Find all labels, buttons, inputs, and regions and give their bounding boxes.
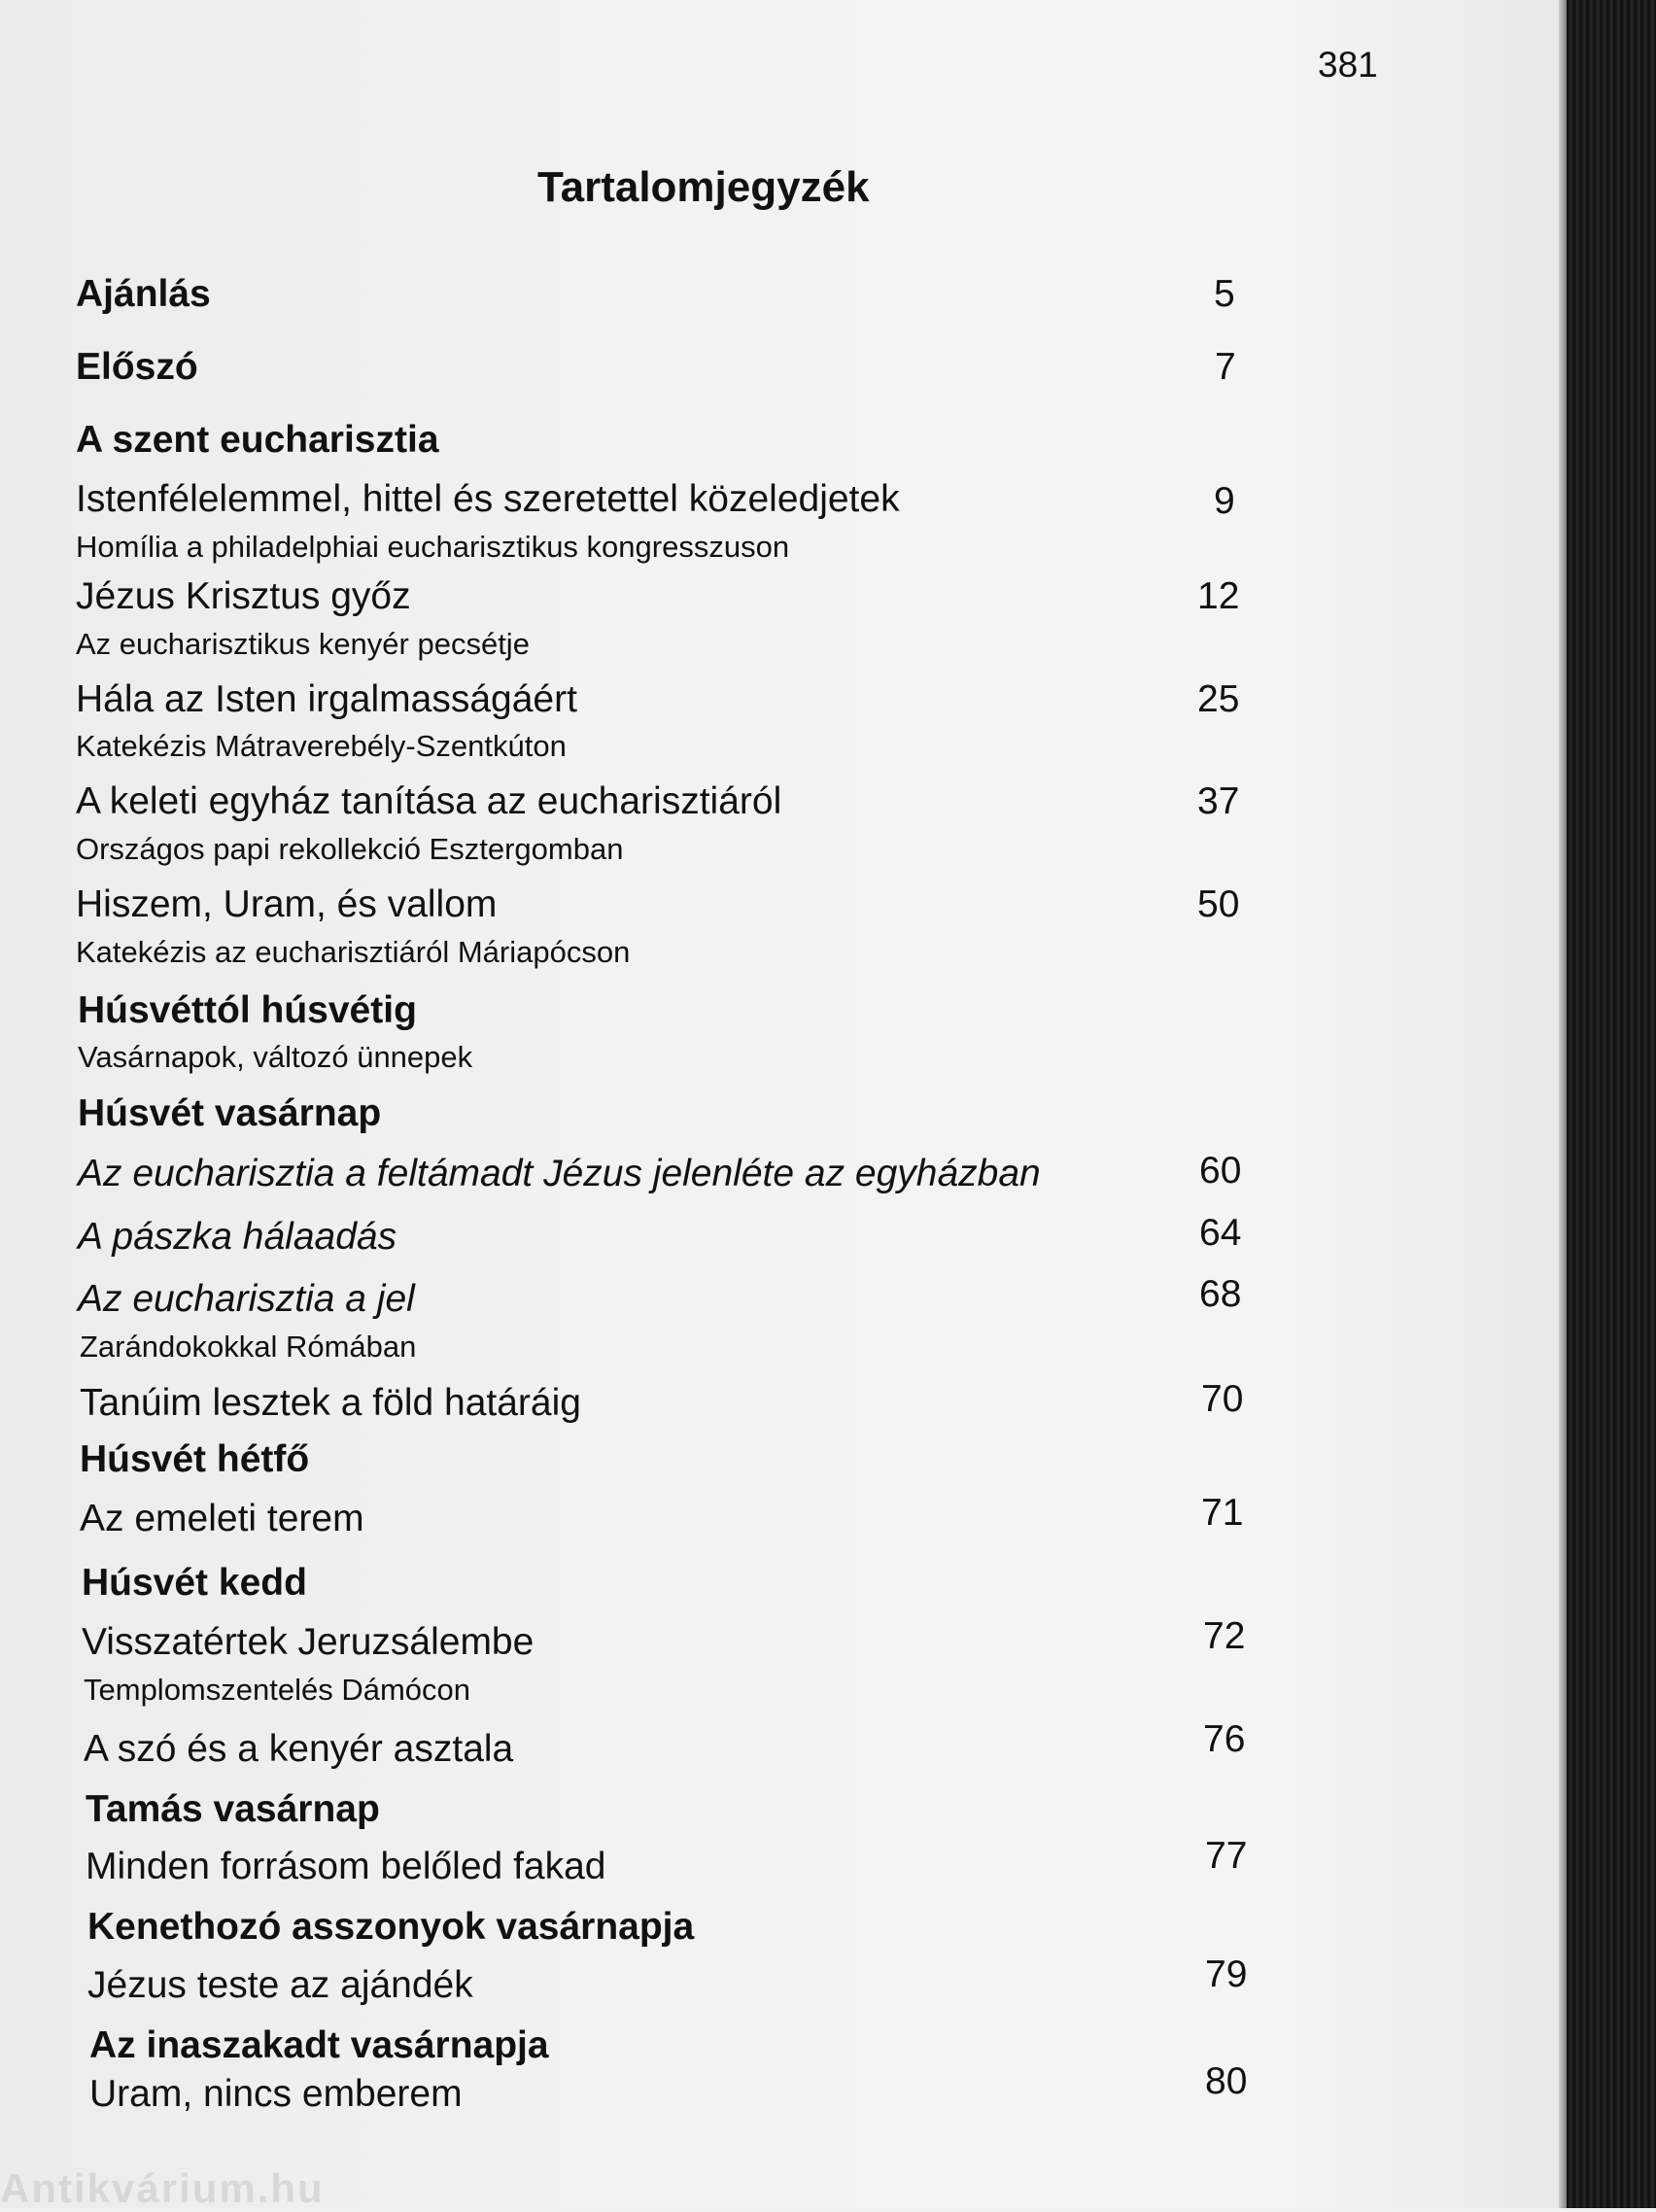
page-number: 381: [1318, 45, 1378, 85]
toc-page-number: 25: [1197, 678, 1240, 720]
toc-heading: Tamás vasárnap: [86, 1788, 380, 1830]
toc-page-number: 71: [1201, 1492, 1244, 1534]
toc-page-number: 68: [1199, 1273, 1242, 1315]
toc-heading: Előszó: [76, 346, 198, 388]
book-spine: [1567, 0, 1656, 2208]
toc-entry-title: Az eucharisztia a jel: [78, 1278, 415, 1320]
toc-page-number: 9: [1214, 480, 1235, 522]
toc-entry-subtitle: Homília a philadelphiai eucharisztikus kongresszuson: [76, 530, 790, 564]
toc-entry-subtitle: Katekézis az eucharisztiáról Máriapócson: [76, 935, 631, 969]
toc-page-number: 60: [1199, 1150, 1242, 1192]
toc-heading: Az inaszakadt vasárnapja: [89, 2024, 549, 2066]
toc-page-number: 12: [1197, 575, 1240, 617]
toc-page-number: 64: [1199, 1212, 1242, 1254]
toc-page-number: 79: [1205, 1953, 1248, 1995]
toc-entry-title: A pászka hálaadás: [78, 1216, 397, 1258]
toc-entry-title: Uram, nincs emberem: [89, 2073, 463, 2115]
toc-entry-title: Az emeleti terem: [80, 1498, 364, 1539]
toc-heading: Húsvét kedd: [82, 1562, 307, 1604]
toc-page-number: 80: [1205, 2060, 1248, 2102]
toc-page-number: 50: [1197, 883, 1240, 925]
toc-entry-title: Tanúim lesztek a föld határáig: [80, 1382, 581, 1424]
toc-entry-title: Az eucharisztia a feltámadt Jézus jelenléte az egyházban: [78, 1153, 1041, 1194]
toc-entry-title: Jézus teste az ajándék: [87, 1964, 473, 2006]
toc-entry-title: Istenfélelemmel, hittel és szeretettel közeledjetek: [76, 478, 900, 520]
toc-heading: Kenethozó asszonyok vasárnapja: [87, 1906, 695, 1948]
toc-page-number: 77: [1205, 1835, 1248, 1877]
toc-page-number: 76: [1203, 1718, 1246, 1760]
toc-heading: Ajánlás: [76, 273, 211, 315]
toc-entry-subtitle: Katekézis Mátraverebély-Szentkúton: [76, 729, 567, 763]
toc-page-number: 5: [1214, 273, 1235, 315]
watermark: Antikvárium.hu: [0, 2165, 325, 2211]
toc-entry-title: Visszatértek Jeruzsálembe: [82, 1621, 535, 1663]
toc-entry-subtitle: Országos papi rekollekció Esztergomban: [76, 832, 624, 866]
toc-entry-title: A szó és a kenyér asztala: [84, 1728, 514, 1770]
toc-heading: Húsvét vasárnap: [78, 1092, 382, 1134]
toc-entry-subtitle: Vasárnapok, változó ünnepek: [78, 1040, 473, 1074]
toc-page-number: 7: [1215, 346, 1236, 388]
toc-page-number: 70: [1201, 1378, 1244, 1420]
toc-page-number: 72: [1203, 1615, 1246, 1657]
toc-entry-title: Hála az Isten irgalmasságáért: [76, 678, 577, 720]
toc-heading: Húsvéttól húsvétig: [78, 989, 417, 1031]
toc-entry-title: A keleti egyház tanítása az eucharisztiáról: [76, 780, 782, 822]
toc-title: Tartalomjegyzék: [537, 163, 870, 211]
toc-entry-title: Jézus Krisztus győz: [76, 575, 411, 617]
toc-entry-subtitle: Az eucharisztikus kenyér pecsétje: [76, 627, 530, 661]
toc-entry-title: Hiszem, Uram, és vallom: [76, 883, 498, 925]
toc-page-number: 37: [1197, 780, 1240, 822]
toc-heading: A szent eucharisztia: [76, 419, 439, 461]
toc-entry-subtitle: Zarándokokkal Rómában: [80, 1330, 417, 1364]
toc-entry-subtitle: Templomszentelés Dámócon: [84, 1673, 471, 1707]
toc-entry-title: Minden forrásom belőled fakad: [86, 1846, 606, 1887]
toc-heading: Húsvét hétfő: [80, 1438, 310, 1480]
